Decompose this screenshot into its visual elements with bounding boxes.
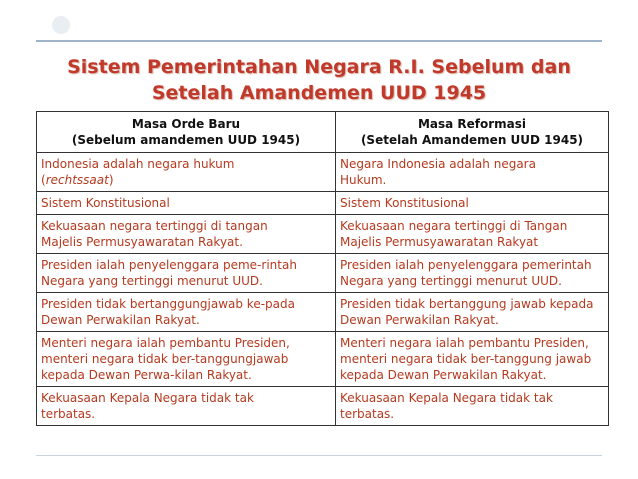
cell-reformasi bbox=[336, 215, 609, 254]
table-row bbox=[37, 153, 609, 192]
cell-line: Indonesia adalah negara hukum bbox=[41, 157, 235, 171]
cell-line: terbatas. bbox=[340, 407, 395, 421]
cell-line: Menteri negara ialah pembantu Presiden, bbox=[340, 336, 589, 350]
cell-reformasi bbox=[336, 387, 609, 426]
header-rule bbox=[36, 40, 602, 42]
cell-line: Hukum. bbox=[340, 173, 387, 187]
cell-line: Sistem Konstitusional bbox=[41, 196, 170, 210]
table-row bbox=[37, 332, 609, 387]
cell-reformasi bbox=[336, 192, 609, 215]
cell-line: menteri negara tidak ber-tanggungjawab bbox=[41, 352, 289, 366]
cell-line: Kekuasaan negara tertinggi di tangan bbox=[41, 219, 268, 233]
cell-line: menteri negara tidak ber-tanggung jawab bbox=[340, 352, 592, 366]
decorative-circle bbox=[52, 16, 70, 34]
paren-open: ( bbox=[41, 173, 46, 187]
cell-line: Negara Indonesia adalah negara bbox=[340, 157, 536, 171]
cell-line bbox=[41, 172, 331, 188]
header-label: Masa Reformasi bbox=[417, 117, 527, 131]
table-header-row bbox=[37, 112, 609, 153]
cell-line: Kekuasaan Kepala Negara tidak tak bbox=[41, 391, 254, 405]
slide-title-line-1: Sistem Pemerintahan Negara R.I. Sebelum dan bbox=[67, 56, 571, 78]
cell-orde-baru bbox=[37, 153, 336, 192]
table-row bbox=[37, 254, 609, 293]
cell-line: Negara yang tertinggi menurut UUD. bbox=[340, 274, 562, 288]
cell-line: Menteri negara ialah pembantu Presiden, bbox=[41, 336, 290, 350]
cell-reformasi bbox=[336, 332, 609, 387]
cell-line: Majelis Permusyawaratan Rakyat bbox=[340, 235, 539, 249]
paren-close: ) bbox=[108, 173, 114, 187]
comparison-table bbox=[36, 111, 609, 426]
cell-line: Presiden ialah penyelenggara peme-rintah bbox=[41, 258, 297, 272]
header-label: Masa Orde Baru bbox=[131, 117, 241, 131]
cell-orde-baru bbox=[37, 332, 336, 387]
cell-line: Dewan Perwakilan Rakyat. bbox=[340, 313, 499, 327]
header-orde-baru bbox=[37, 112, 336, 153]
header-reformasi bbox=[336, 112, 609, 153]
cell-reformasi bbox=[336, 254, 609, 293]
table-row bbox=[37, 387, 609, 426]
italic-term: rechtssaat bbox=[45, 173, 109, 187]
cell-line: Dewan Perwakilan Rakyat. bbox=[41, 313, 200, 327]
slide-title bbox=[30, 54, 608, 106]
cell-line: Presiden tidak bertanggungjawab ke-pada bbox=[41, 297, 295, 311]
cell-line: Presiden tidak bertanggung jawab kepada bbox=[340, 297, 594, 311]
cell-orde-baru bbox=[37, 293, 336, 332]
cell-line: terbatas. bbox=[41, 407, 96, 421]
header-sublabel: (Setelah Amandemen UUD 1945) bbox=[360, 133, 584, 147]
cell-line: Negara yang tertinggi menurut UUD. bbox=[41, 274, 263, 288]
cell-line: Kekuasaan negara tertinggi di Tangan bbox=[340, 219, 568, 233]
cell-line: Majelis Permusyawaratan Rakyat. bbox=[41, 235, 243, 249]
cell-orde-baru bbox=[37, 387, 336, 426]
slide-title-line-2: Setelah Amandemen UUD 1945 bbox=[151, 82, 487, 104]
cell-orde-baru bbox=[37, 192, 336, 215]
table-row bbox=[37, 215, 609, 254]
cell-line: kepada Dewan Perwa-kilan Rakyat. bbox=[41, 368, 252, 382]
table-row bbox=[37, 293, 609, 332]
cell-reformasi bbox=[336, 153, 609, 192]
cell-line: Presiden ialah penyelenggara pemerintah bbox=[340, 258, 592, 272]
cell-orde-baru bbox=[37, 254, 336, 293]
cell-line: Sistem Konstitusional bbox=[340, 196, 469, 210]
cell-reformasi bbox=[336, 293, 609, 332]
header-sublabel: (Sebelum amandemen UUD 1945) bbox=[71, 133, 301, 147]
footer-rule bbox=[36, 455, 602, 456]
cell-line: kepada Dewan Perwakilan Rakyat. bbox=[340, 368, 547, 382]
cell-line: Kekuasaan Kepala Negara tidak tak bbox=[340, 391, 553, 405]
table-row bbox=[37, 192, 609, 215]
cell-orde-baru bbox=[37, 215, 336, 254]
